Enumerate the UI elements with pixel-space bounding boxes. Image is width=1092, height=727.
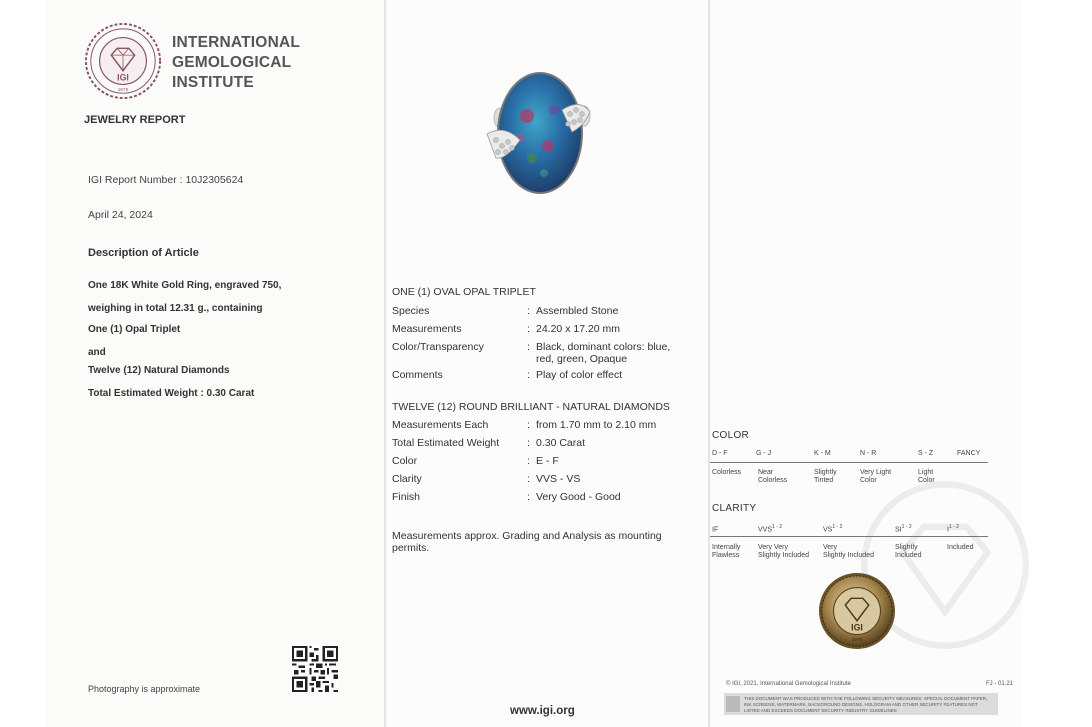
- color-grade: N - R: [860, 450, 877, 457]
- opal-row-value: Play of color effect: [536, 369, 623, 381]
- qr-code-icon[interactable]: [292, 646, 338, 692]
- diamond-row-value: from 1.70 mm to 2.10 mm: [536, 419, 657, 431]
- diamond-row-label: Color: [392, 455, 418, 467]
- color-grade: S - Z: [918, 450, 934, 457]
- institute-name: INTERNATIONAL GEMOLOGICAL INSTITUTE: [172, 34, 301, 91]
- diamond-row-value: Very Good - Good: [536, 491, 621, 503]
- clarity-grade: VS$^{1 - 2}$: [823, 524, 843, 534]
- opal-row-label: Species: [392, 305, 430, 317]
- photo-note: Photography is approximate: [88, 684, 201, 694]
- clarity-grade: IF: [712, 526, 719, 534]
- diamond-row-value: VVS - VS: [536, 473, 581, 485]
- report-number: IGI Report Number : 10J2305624: [88, 174, 244, 186]
- description-line: One (1) Opal Triplet: [88, 324, 181, 335]
- row-separator: :: [527, 455, 530, 467]
- opal-section-title: ONE (1) OVAL OPAL TRIPLET: [392, 286, 536, 298]
- color-grade: G - J: [756, 450, 772, 457]
- gold-seal-icon: [818, 572, 896, 650]
- clarity-scale-heading: CLARITY: [712, 503, 757, 514]
- ring-photo: [482, 68, 592, 198]
- clarity-desc: Very Very Slightly Included: [758, 544, 809, 559]
- clarity-desc: Included: [947, 544, 974, 551]
- clarity-grade: VVS$^{1 - 2}$: [758, 524, 783, 534]
- opal-row-label: Comments: [392, 369, 443, 381]
- color-grade: D - F: [712, 450, 728, 457]
- clarity-desc: Very Slightly Included: [823, 544, 874, 559]
- divider: [710, 462, 988, 463]
- row-separator: :: [527, 419, 530, 431]
- form-code: FJ - 01.21: [986, 681, 1014, 687]
- row-separator: :: [527, 305, 530, 317]
- logo-year: 1975: [117, 88, 129, 94]
- color-desc: Light Color: [918, 469, 935, 484]
- color-desc: Colorless: [712, 469, 742, 476]
- website-link[interactable]: www.igi.org: [510, 705, 575, 717]
- diamond-row-label: Clarity: [392, 473, 422, 485]
- diamond-row-label: Total Estimated Weight: [392, 437, 500, 449]
- clarity-desc: Slightly Included: [895, 544, 922, 559]
- diamond-row-label: Measurements Each: [392, 419, 489, 431]
- opal-row-value: Assembled Stone: [536, 305, 619, 317]
- clarity-grade: $I^{1 - 2}$: [947, 524, 959, 534]
- description-line: One 18K White Gold Ring, engraved 750,: [88, 280, 282, 291]
- igi-logo-icon: [84, 22, 162, 100]
- row-separator: :: [527, 341, 530, 353]
- description-line: weighing in total 12.31 g., containing: [88, 303, 263, 314]
- report-middle-panel: [386, 0, 708, 727]
- row-separator: :: [527, 491, 530, 503]
- description-heading: Description of Article: [88, 247, 199, 259]
- seal-year: 1975: [851, 638, 863, 644]
- report-right-panel: [710, 0, 1022, 727]
- clarity-grade: SI$^{1 - 2}$: [895, 524, 912, 534]
- diamond-row-label: Finish: [392, 491, 421, 503]
- security-text: THIS DOCUMENT WAS PRODUCED WITH THE FOLLOWING SECURITY MEASURES: SPECIAL DOCUMENT PAPER, INK SCREENS, WATERMARK, BACKGROUND DESIGNS, HOLOGRAM AND OTHER SECURITY FEATURES NOT LISTED AND EXCEEDS DOCUMENT SECURITY INDUSTRY GUIDELINES: [744, 696, 988, 713]
- color-desc: Slightly Tinted: [814, 469, 837, 484]
- description-line: Total Estimated Weight : 0.30 Carat: [88, 388, 255, 399]
- row-separator: :: [527, 473, 530, 485]
- report-type: JEWELRY REPORT: [84, 114, 186, 126]
- diamond-row-value: E - F: [536, 455, 559, 467]
- svg-text:IGI: IGI: [851, 622, 863, 633]
- security-strip: [724, 693, 998, 715]
- row-separator: :: [527, 323, 530, 335]
- color-desc: Very Light Color: [860, 469, 892, 484]
- clarity-desc: Internally Flawless: [712, 544, 741, 559]
- opal-row-value: Black, dominant colors: blue, red, green, Opaque: [536, 341, 671, 365]
- color-grade: K - M: [814, 450, 831, 457]
- report-left-panel: [46, 0, 384, 727]
- security-icon: [726, 696, 740, 712]
- color-grade: FANCY: [957, 450, 981, 457]
- mounting-note: Measurements approx. Grading and Analysis as mounting permits.: [392, 530, 662, 554]
- opal-row-label: Color/Transparency: [392, 341, 484, 353]
- row-separator: :: [527, 369, 530, 381]
- svg-text:IGI: IGI: [117, 72, 129, 83]
- row-separator: :: [527, 437, 530, 449]
- diamond-section-title: TWELVE (12) ROUND BRILLIANT - NATURAL DIAMONDS: [392, 401, 670, 413]
- divider: [710, 536, 988, 537]
- description-line: Twelve (12) Natural Diamonds: [88, 365, 230, 376]
- opal-row-value: 24.20 x 17.20 mm: [536, 323, 621, 335]
- color-desc: Near Colorless: [758, 469, 788, 484]
- report-date: April 24, 2024: [88, 209, 153, 221]
- diamond-row-value: 0.30 Carat: [536, 437, 586, 449]
- description-line: and: [88, 347, 106, 358]
- copyright: © IGI, 2021, International Gemological Institute: [726, 681, 851, 687]
- opal-row-label: Measurements: [392, 323, 462, 335]
- color-scale-heading: COLOR: [712, 430, 750, 441]
